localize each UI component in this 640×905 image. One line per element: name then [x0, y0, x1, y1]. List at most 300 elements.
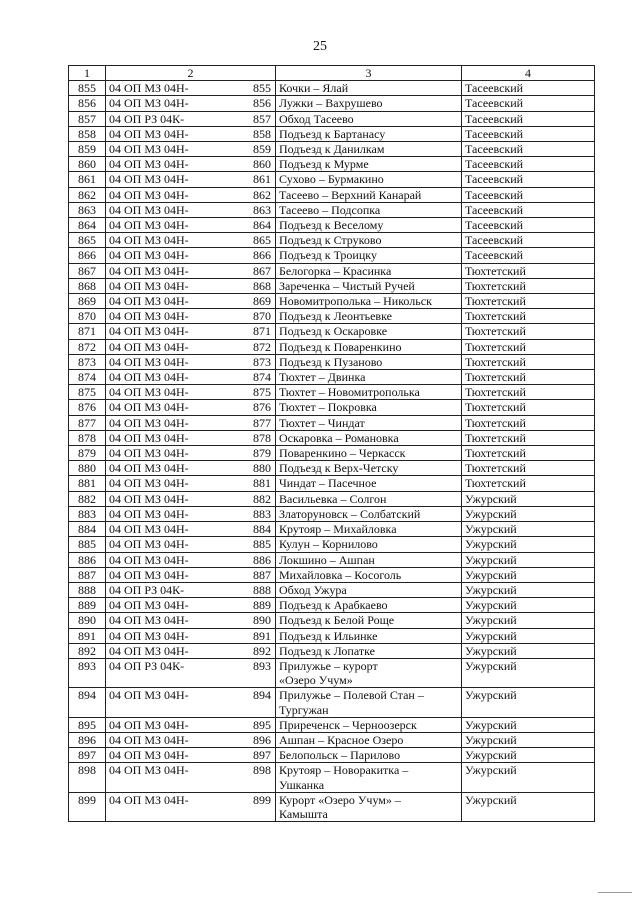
district-cell: Ужурский	[462, 598, 595, 613]
road-code-cell	[106, 126, 276, 141]
road-code-cell	[106, 537, 276, 552]
road-code-suffix: 871	[253, 324, 271, 339]
road-code-suffix: 888	[253, 582, 271, 597]
road-name-line: Локшино – Ашпан	[279, 552, 375, 567]
road-code: 04 ОП МЗ 04Н-	[109, 763, 189, 778]
row-number: 899	[69, 792, 106, 821]
table-row	[69, 354, 595, 369]
row-number: 867	[69, 263, 106, 278]
district-cell: Тасеевский	[462, 172, 595, 187]
road-code: 04 ОП МЗ 04Н-	[109, 172, 189, 187]
road-code-suffix: 863	[253, 202, 271, 217]
road-name-line: Подъезд к Леонтьевке	[279, 309, 392, 324]
district-cell: Тасеевский	[462, 248, 595, 263]
road-name-cell	[276, 688, 462, 717]
row-number: 860	[69, 157, 106, 172]
district-cell: Тюхтетский	[462, 263, 595, 278]
road-code-cell	[106, 628, 276, 643]
district-cell: Тюхтетский	[462, 400, 595, 415]
road-code: 04 ОП МЗ 04Н-	[109, 294, 189, 309]
row-number: 862	[69, 187, 106, 202]
row-number: 859	[69, 142, 106, 157]
road-name-line: Подъезд к Верх-Четску	[279, 461, 399, 476]
road-code-suffix: 867	[253, 263, 271, 278]
road-name-cell	[276, 415, 462, 430]
row-number: 885	[69, 537, 106, 552]
table-row	[69, 157, 595, 172]
road-code-suffix: 891	[253, 628, 271, 643]
row-number: 882	[69, 491, 106, 506]
road-code-suffix: 860	[253, 157, 271, 172]
road-code-suffix: 880	[253, 461, 271, 476]
table-body	[69, 81, 595, 822]
col-header-name: 3	[276, 66, 462, 81]
row-number: 858	[69, 126, 106, 141]
road-code: 04 ОП МЗ 04Н-	[109, 157, 189, 172]
road-name-line: Крутояр – Новоракитка –	[279, 763, 409, 778]
road-name-cell	[276, 491, 462, 506]
district-cell: Тюхтетский	[462, 446, 595, 461]
district-cell: Ужурский	[462, 658, 595, 687]
road-code-suffix: 892	[253, 643, 271, 658]
road-code-cell	[106, 717, 276, 732]
road-name-line: Обход Тасеево	[279, 111, 354, 126]
row-number: 896	[69, 732, 106, 747]
district-cell: Ужурский	[462, 552, 595, 567]
road-code: 04 ОП МЗ 04Н-	[109, 142, 189, 157]
road-code-suffix: 876	[253, 400, 271, 415]
table-row	[69, 628, 595, 643]
road-code-suffix: 890	[253, 613, 271, 628]
table-row	[69, 202, 595, 217]
table-row	[69, 278, 595, 293]
table-row	[69, 248, 595, 263]
road-name-line: Тасеево – Верхний Канарай	[279, 187, 422, 202]
road-code-suffix: 896	[253, 732, 271, 747]
road-code-cell	[106, 567, 276, 582]
road-name-line: Васильевка – Солгон	[279, 491, 387, 506]
road-code-suffix: 859	[253, 142, 271, 157]
table-row	[69, 111, 595, 126]
road-code-suffix: 897	[253, 748, 271, 763]
road-code: 04 ОП МЗ 04Н-	[109, 792, 189, 807]
table-row	[69, 506, 595, 521]
row-number: 873	[69, 354, 106, 369]
road-code-cell	[106, 324, 276, 339]
road-code-cell	[106, 96, 276, 111]
road-name-line: Новомитрополька – Никольск	[279, 294, 432, 309]
district-cell: Тюхтетский	[462, 370, 595, 385]
table-row	[69, 142, 595, 157]
road-code-cell	[106, 294, 276, 309]
table-row	[69, 415, 595, 430]
road-name-line: Ушканка	[279, 777, 325, 792]
row-number: 881	[69, 476, 106, 491]
road-code-suffix: 873	[253, 354, 271, 369]
table-row	[69, 400, 595, 415]
road-code-suffix: 877	[253, 415, 271, 430]
road-name-line: «Озеро Учум»	[279, 673, 353, 688]
district-cell: Ужурский	[462, 628, 595, 643]
road-name-line: Кулун – Корнилово	[279, 537, 378, 552]
road-name-cell	[276, 354, 462, 369]
table-row	[69, 218, 595, 233]
road-code-suffix: 898	[253, 763, 271, 778]
col-header-district: 4	[462, 66, 595, 81]
road-code-cell	[106, 157, 276, 172]
row-number: 891	[69, 628, 106, 643]
road-code: 04 ОП МЗ 04Н-	[109, 370, 189, 385]
road-code-suffix: 883	[253, 506, 271, 521]
road-code: 04 ОП МЗ 04Н-	[109, 476, 189, 491]
road-name-cell	[276, 96, 462, 111]
district-cell: Ужурский	[462, 491, 595, 506]
row-number: 857	[69, 111, 106, 126]
road-code: 04 ОП РЗ 04К-	[109, 582, 185, 597]
table-row	[69, 233, 595, 248]
road-code: 04 ОП МЗ 04Н-	[109, 126, 189, 141]
road-code-cell	[106, 385, 276, 400]
road-name-cell	[276, 278, 462, 293]
road-code-cell	[106, 415, 276, 430]
road-code-suffix: 878	[253, 430, 271, 445]
table-row	[69, 717, 595, 732]
road-name-line: Курорт «Озеро Учум» –	[279, 792, 401, 807]
table-row	[69, 309, 595, 324]
road-code-cell	[106, 506, 276, 521]
page-edge-mark	[598, 892, 632, 893]
district-cell: Тасеевский	[462, 202, 595, 217]
road-code: 04 ОП МЗ 04Н-	[109, 415, 189, 430]
table-row	[69, 613, 595, 628]
table-row	[69, 370, 595, 385]
road-code: 04 ОП МЗ 04Н-	[109, 202, 189, 217]
district-cell: Тасеевский	[462, 157, 595, 172]
road-name-line: Крутояр – Михайловка	[279, 522, 397, 537]
road-name-cell	[276, 81, 462, 96]
road-code-cell	[106, 476, 276, 491]
table-row	[69, 643, 595, 658]
road-name-line: Тюхтет – Покровка	[279, 400, 377, 415]
col-header-code: 2	[106, 66, 276, 81]
road-code-suffix: 862	[253, 187, 271, 202]
district-cell: Тюхтетский	[462, 385, 595, 400]
road-name-cell	[276, 339, 462, 354]
road-code: 04 ОП МЗ 04Н-	[109, 248, 189, 263]
table-row	[69, 582, 595, 597]
table-row	[69, 324, 595, 339]
road-name-line: Златоруновск – Солбатский	[279, 506, 421, 521]
row-number: 868	[69, 278, 106, 293]
road-code-suffix: 884	[253, 522, 271, 537]
road-code-cell	[106, 278, 276, 293]
road-code: 04 ОП МЗ 04Н-	[109, 354, 189, 369]
page-number: 25	[313, 39, 327, 54]
district-cell: Ужурский	[462, 763, 595, 792]
district-cell: Ужурский	[462, 688, 595, 717]
row-number: 861	[69, 172, 106, 187]
road-name-cell	[276, 628, 462, 643]
road-name-cell	[276, 248, 462, 263]
table-row	[69, 461, 595, 476]
table-row	[69, 385, 595, 400]
road-code: 04 ОП МЗ 04Н-	[109, 461, 189, 476]
road-code: 04 ОП МЗ 04Н-	[109, 717, 189, 732]
district-cell: Тасеевский	[462, 126, 595, 141]
table-row	[69, 732, 595, 747]
road-name-line: Подъезд к Ильинке	[279, 628, 378, 643]
road-name-line: Тюхтет – Новомитрополька	[279, 385, 420, 400]
road-code-suffix: 866	[253, 248, 271, 263]
road-name-cell	[276, 430, 462, 445]
district-cell: Ужурский	[462, 567, 595, 582]
road-code-cell	[106, 187, 276, 202]
road-name-cell	[276, 370, 462, 385]
row-number: 864	[69, 218, 106, 233]
table-row	[69, 658, 595, 687]
road-code-suffix: 879	[253, 446, 271, 461]
road-code: 04 ОП МЗ 04Н-	[109, 187, 189, 202]
road-code-cell	[106, 233, 276, 248]
road-name-cell	[276, 537, 462, 552]
road-code-cell	[106, 748, 276, 763]
district-cell: Ужурский	[462, 748, 595, 763]
table-row	[69, 792, 595, 821]
road-code-suffix: 864	[253, 218, 271, 233]
row-number: 856	[69, 96, 106, 111]
road-name-cell	[276, 792, 462, 821]
road-name-line: Михайловка – Косоголь	[279, 567, 402, 582]
road-code: 04 ОП МЗ 04Н-	[109, 385, 189, 400]
road-code-cell	[106, 309, 276, 324]
road-name-cell	[276, 732, 462, 747]
road-name-line: Кочки – Ялай	[279, 81, 349, 96]
road-code-suffix: 868	[253, 278, 271, 293]
row-number: 871	[69, 324, 106, 339]
road-code: 04 ОП МЗ 04Н-	[109, 522, 189, 537]
road-code-cell	[106, 81, 276, 96]
road-code-cell	[106, 172, 276, 187]
road-name-cell	[276, 400, 462, 415]
road-name-line: Прилужье – курорт	[279, 658, 378, 673]
road-code-cell	[106, 354, 276, 369]
table-row	[69, 263, 595, 278]
road-code: 04 ОП МЗ 04Н-	[109, 748, 189, 763]
road-code-suffix: 875	[253, 385, 271, 400]
table-row	[69, 598, 595, 613]
row-number: 889	[69, 598, 106, 613]
road-code-suffix: 889	[253, 598, 271, 613]
road-code-cell	[106, 763, 276, 792]
row-number: 884	[69, 522, 106, 537]
road-name-cell	[276, 643, 462, 658]
road-code-cell	[106, 643, 276, 658]
road-code: 04 ОП МЗ 04Н-	[109, 218, 189, 233]
road-name-line: Подъезд к Троицку	[279, 248, 377, 263]
road-code-suffix: 885	[253, 537, 271, 552]
row-number: 863	[69, 202, 106, 217]
road-code-suffix: 886	[253, 552, 271, 567]
district-cell: Тюхтетский	[462, 461, 595, 476]
road-name-cell	[276, 263, 462, 278]
row-number: 890	[69, 613, 106, 628]
road-code-suffix: 870	[253, 309, 271, 324]
district-cell: Тюхтетский	[462, 430, 595, 445]
road-code: 04 ОП МЗ 04Н-	[109, 506, 189, 521]
road-code: 04 ОП МЗ 04Н-	[109, 732, 189, 747]
road-code-cell	[106, 461, 276, 476]
district-cell: Тюхтетский	[462, 324, 595, 339]
road-name-line: Подъезд к Веселому	[279, 218, 384, 233]
district-cell: Тюхтетский	[462, 278, 595, 293]
district-cell: Ужурский	[462, 522, 595, 537]
district-cell: Тюхтетский	[462, 476, 595, 491]
district-cell: Ужурский	[462, 643, 595, 658]
row-number: 893	[69, 658, 106, 687]
table-row	[69, 430, 595, 445]
road-code-suffix: 874	[253, 370, 271, 385]
table-row	[69, 763, 595, 792]
district-cell: Тюхтетский	[462, 415, 595, 430]
road-code-suffix: 855	[253, 81, 271, 96]
road-name-cell	[276, 187, 462, 202]
road-name-line: Подъезд к Струково	[279, 233, 382, 248]
road-code-cell	[106, 732, 276, 747]
row-number: 869	[69, 294, 106, 309]
road-code: 04 ОП РЗ 04К-	[109, 111, 185, 126]
road-name-line: Оскаровка – Романовка	[279, 430, 399, 445]
road-name-line: Поваренкино – Черкасск	[279, 446, 406, 461]
district-cell: Тасеевский	[462, 233, 595, 248]
row-number: 883	[69, 506, 106, 521]
road-code: 04 ОП МЗ 04Н-	[109, 598, 189, 613]
road-code: 04 ОП МЗ 04Н-	[109, 324, 189, 339]
road-name-line: Подъезд к Поваренкино	[279, 339, 402, 354]
road-name-line: Тюхтет – Чиндат	[279, 415, 365, 430]
road-name-cell	[276, 385, 462, 400]
table-row	[69, 552, 595, 567]
table-row	[69, 537, 595, 552]
road-name-line: Подъезд к Пузаново	[279, 354, 383, 369]
road-name-line: Белогорка – Красинка	[279, 263, 392, 278]
row-number: 895	[69, 717, 106, 732]
road-code: 04 ОП МЗ 04Н-	[109, 263, 189, 278]
row-number: 872	[69, 339, 106, 354]
road-code: 04 ОП МЗ 04Н-	[109, 309, 189, 324]
road-code: 04 ОП МЗ 04Н-	[109, 278, 189, 293]
road-code-suffix: 887	[253, 567, 271, 582]
table-row	[69, 339, 595, 354]
road-code-suffix: 861	[253, 172, 271, 187]
road-code: 04 ОП МЗ 04Н-	[109, 81, 189, 96]
road-code-cell	[106, 218, 276, 233]
road-code-suffix: 857	[253, 111, 271, 126]
road-code-suffix: 895	[253, 717, 271, 732]
row-number: 897	[69, 748, 106, 763]
road-name-cell	[276, 233, 462, 248]
road-code: 04 ОП МЗ 04Н-	[109, 491, 189, 506]
district-cell: Ужурский	[462, 792, 595, 821]
table-row	[69, 476, 595, 491]
district-cell: Тюхтетский	[462, 339, 595, 354]
road-name-line: Белопольск – Парилово	[279, 748, 401, 763]
row-number: 877	[69, 415, 106, 430]
road-code: 04 ОП МЗ 04Н-	[109, 628, 189, 643]
road-name-cell	[276, 763, 462, 792]
table-row	[69, 446, 595, 461]
road-name-cell	[276, 476, 462, 491]
road-name-line: Камышта	[279, 806, 328, 821]
road-code-cell	[106, 339, 276, 354]
road-code: 04 ОП МЗ 04Н-	[109, 96, 189, 111]
row-number: 875	[69, 385, 106, 400]
road-code: 04 ОП МЗ 04Н-	[109, 688, 189, 703]
road-name-cell	[276, 461, 462, 476]
road-code-cell	[106, 202, 276, 217]
district-cell: Ужурский	[462, 717, 595, 732]
row-number: 886	[69, 552, 106, 567]
road-code-suffix: 872	[253, 339, 271, 354]
district-cell: Ужурский	[462, 506, 595, 521]
road-name-line: Подъезд к Лопатке	[279, 643, 375, 658]
road-code: 04 ОП МЗ 04Н-	[109, 613, 189, 628]
road-code: 04 ОП МЗ 04Н-	[109, 552, 189, 567]
road-code-suffix: 882	[253, 491, 271, 506]
road-code-cell	[106, 400, 276, 415]
district-cell: Ужурский	[462, 582, 595, 597]
road-name-cell	[276, 126, 462, 141]
road-name-cell	[276, 309, 462, 324]
district-cell: Тасеевский	[462, 218, 595, 233]
road-name-cell	[276, 218, 462, 233]
row-number: 880	[69, 461, 106, 476]
road-name-line: Приреченск – Черноозерск	[279, 717, 417, 732]
road-name-line: Лужки – Вахрушево	[279, 96, 383, 111]
road-code-cell	[106, 552, 276, 567]
col-header-number: 1	[69, 66, 106, 81]
road-name-line: Зареченка – Чистый Ручей	[279, 278, 415, 293]
road-code: 04 ОП МЗ 04Н-	[109, 339, 189, 354]
row-number: 870	[69, 309, 106, 324]
roads-table	[68, 65, 595, 822]
road-code-cell	[106, 582, 276, 597]
road-code-cell	[106, 370, 276, 385]
road-name-line: Подъезд к Мурме	[279, 157, 369, 172]
table-row	[69, 81, 595, 96]
road-name-cell	[276, 567, 462, 582]
road-name-line: Обход Ужура	[279, 582, 347, 597]
road-name-line: Ашпан – Красное Озеро	[279, 732, 404, 747]
road-code: 04 ОП МЗ 04Н-	[109, 567, 189, 582]
road-name-line: Подъезд к Бартанасу	[279, 126, 386, 141]
district-cell: Тасеевский	[462, 81, 595, 96]
road-code-suffix: 865	[253, 233, 271, 248]
row-number: 898	[69, 763, 106, 792]
table-row	[69, 96, 595, 111]
table-row	[69, 688, 595, 717]
road-code: 04 ОП МЗ 04Н-	[109, 233, 189, 248]
road-name-cell	[276, 717, 462, 732]
road-name-line: Чиндат – Пасечное	[279, 476, 377, 491]
row-number: 855	[69, 81, 106, 96]
road-name-cell	[276, 552, 462, 567]
road-name-line: Прилужье – Полевой Стан –	[279, 688, 424, 703]
road-name-cell	[276, 748, 462, 763]
road-name-cell	[276, 294, 462, 309]
row-number: 865	[69, 233, 106, 248]
road-code-cell	[106, 598, 276, 613]
table-row	[69, 491, 595, 506]
